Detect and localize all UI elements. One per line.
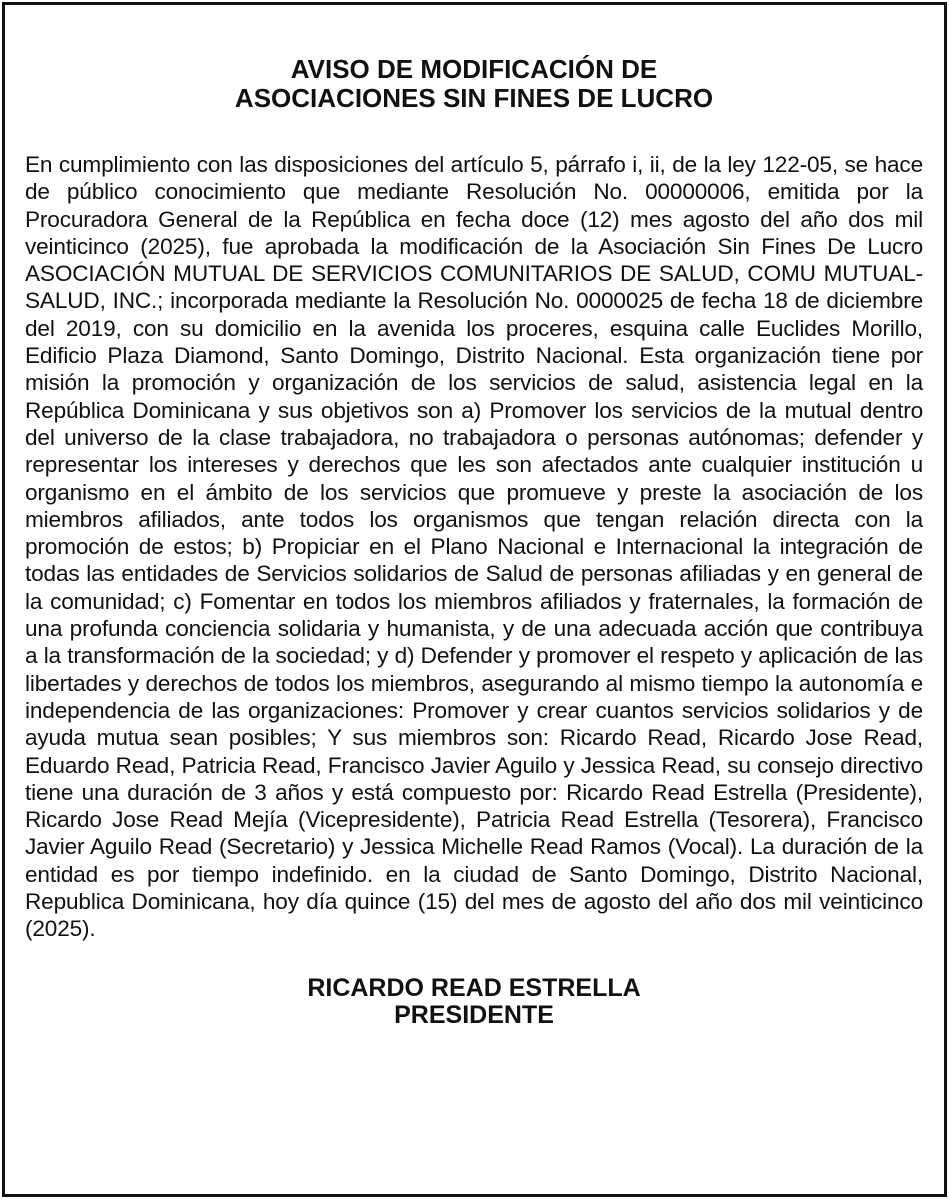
notice-title: [25, 55, 923, 113]
signatory-title: PRESIDENTE: [394, 1000, 554, 1029]
notice-body-paragraph: En cumplimiento con las disposiciones del artículo 5, párrafo i, ii, de la ley 122-05, se hace de público conocimiento que mediante Resolución No. 00000006, emitida por la Procuradora General de la República en fecha doce (12) mes agosto del año dos mil veinticinco (2025), fue aprobada la modificación de la Asociación Sin Fines De Lucro ASOCIACIÓN MUTUAL DE SERVICIOS COMUNITARIOS DE SALUD, COMU MUTUAL-SALUD, INC.; incorporada mediante la Resolución No. 0000025 de fecha 18 de diciembre del 2019, con su domicilio en la avenida los proceres, esquina calle Euclides Morillo, Edificio Plaza Diamond, Santo Domingo, Distrito Nacional. Esta organización tiene por misión la promoción y organización de los servicios de salud, asistencia legal en la República Dominicana y sus objetivos son a) Promover los servicios de la mutual dentro del universo de la clase trabajadora, no trabajadora o personas autónomas; defender y representar los intereses y derechos que les son afectados ante cualquier institución u organismo en el ámbito de los servicios que promueve y preste la asociación de los miembros afiliados, ante todos los organismos que tengan relación directa con la promoción de estos; b) Propiciar en el Plano Nacional e Internacional la integración de todas las entidades de Servicios solidarios de Salud de personas afiliadas y en general de la comunidad; c) Fomentar en todos los miembros afiliados y fraternales, la formación de una profunda conciencia solidaria y humanista, y de una adecuada acción que contribuya a la transformación de la sociedad; y d) Defender y promover el respeto y aplicación de las libertades y derechos de todos los miembros, asegurando al mismo tiempo la autonomía e independencia de las organizaciones: Promover y crear cuantos servicios solidarios y de ayuda mutua sean posibles; Y sus miembros son: Ricardo Read, Ricardo Jose Read, Eduardo Read, Patricia Read, Francisco Javier Aguilo y Jessica Read, su consejo directivo tiene una duración de 3 años y está compuesto por: Ricardo Read Estrella (Presidente), Ricardo Jose Read Mejía (Vicepresidente), Patricia Read Estrella (Tesorera), Francisco Javier Aguilo Read (Secretario) y Jessica Michelle Read Ramos (Vocal). La duración de la entidad es por tiempo indefinido. en la ciudad de Santo Domingo, Distrito Nacional, Republica Dominicana, hoy día quince (15) del mes de agosto del año dos mil veinticinco (2025).: [25, 152, 923, 942]
notice-title-line-1: AVISO DE MODIFICACIÓN DE: [290, 54, 658, 84]
notice-border-frame: [2, 2, 947, 1197]
notice-content: [25, 5, 923, 1029]
signature-block: [25, 975, 923, 1029]
notice-title-line-2: ASOCIACIONES SIN FINES DE LUCRO: [234, 83, 714, 113]
signatory-name: RICARDO READ ESTRELLA: [307, 973, 641, 1002]
